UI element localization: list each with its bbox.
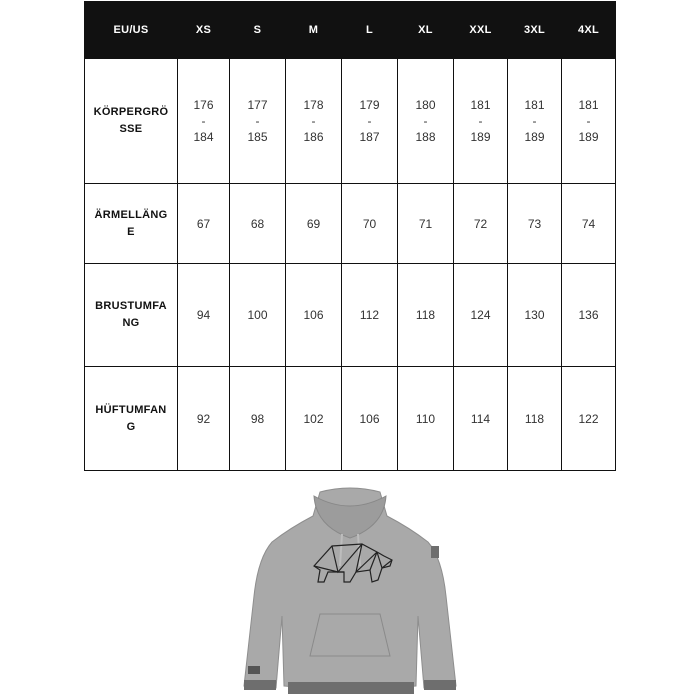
cell-body-height-xl: 180 - 188 (398, 59, 454, 184)
cell-body-height-xxl: 181 - 189 (454, 59, 508, 184)
cell-hip-xs: 92 (178, 367, 230, 471)
cell-body-height-4xl: 181 - 189 (562, 59, 616, 184)
cell-body-height-xs: 176 - 184 (178, 59, 230, 184)
size-header-4xl: 4XL (562, 2, 616, 59)
hoodie-hem (288, 682, 414, 694)
size-header-xl: XL (398, 2, 454, 59)
cell-body-height-m: 178 - 186 (286, 59, 342, 184)
cell-hip-l: 106 (342, 367, 398, 471)
cell-chest-l: 112 (342, 264, 398, 367)
cell-hip-3xl: 118 (508, 367, 562, 471)
cell-sleeve-l: 70 (342, 184, 398, 264)
cell-chest-xl: 118 (398, 264, 454, 367)
size-chart-table (84, 1, 616, 471)
row-label-body-height: KÖRPERGRÖSSE (85, 59, 178, 184)
size-header-m: M (286, 2, 342, 59)
cell-chest-m: 106 (286, 264, 342, 367)
cuff-logo (248, 666, 260, 674)
hoodie-product-image (232, 486, 468, 698)
cell-sleeve-xl: 71 (398, 184, 454, 264)
size-header-xxl: XXL (454, 2, 508, 59)
row-label-chest: BRUSTUMFANG (85, 264, 178, 367)
cell-body-height-s: 177 - 185 (230, 59, 286, 184)
row-label-hip: HÜFTUMFANG (85, 367, 178, 471)
size-header-label: EU/US (85, 2, 178, 59)
cell-body-height-l: 179 - 187 (342, 59, 398, 184)
size-header-l: L (342, 2, 398, 59)
cell-chest-xxl: 124 (454, 264, 508, 367)
cell-chest-3xl: 130 (508, 264, 562, 367)
cell-chest-4xl: 136 (562, 264, 616, 367)
cell-sleeve-xxl: 72 (454, 184, 508, 264)
cell-chest-s: 100 (230, 264, 286, 367)
right-cuff (424, 680, 456, 690)
cell-sleeve-4xl: 74 (562, 184, 616, 264)
cell-hip-4xl: 122 (562, 367, 616, 471)
row-body-height (85, 59, 616, 184)
size-header-s: S (230, 2, 286, 59)
sleeve-patch (431, 546, 439, 558)
cell-sleeve-s: 68 (230, 184, 286, 264)
cell-sleeve-xs: 67 (178, 184, 230, 264)
row-chest (85, 264, 616, 367)
cell-sleeve-3xl: 73 (508, 184, 562, 264)
cell-sleeve-m: 69 (286, 184, 342, 264)
row-label-sleeve-length: ÄRMELLÄNGE (85, 184, 178, 264)
left-cuff (244, 680, 276, 690)
row-hip (85, 367, 616, 471)
size-header-3xl: 3XL (508, 2, 562, 59)
cell-chest-xs: 94 (178, 264, 230, 367)
cell-hip-s: 98 (230, 367, 286, 471)
cell-hip-m: 102 (286, 367, 342, 471)
row-sleeve-length (85, 184, 616, 264)
size-header-xs: XS (178, 2, 230, 59)
size-header-row (85, 2, 616, 59)
cell-body-height-3xl: 181 - 189 (508, 59, 562, 184)
cell-hip-xl: 110 (398, 367, 454, 471)
cell-hip-xxl: 114 (454, 367, 508, 471)
